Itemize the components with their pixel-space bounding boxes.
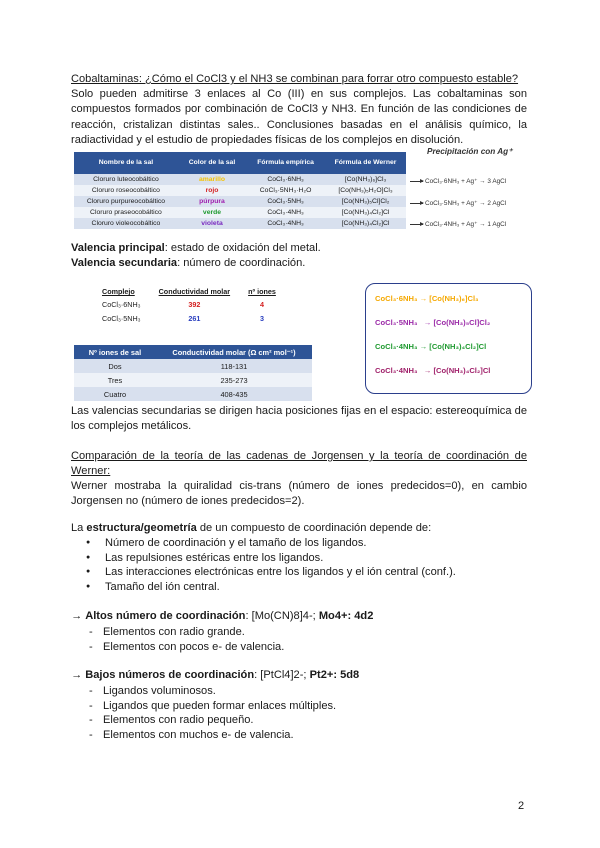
high-cn-heading: → Altos número de coordinación: [Mo(CN)8]4-; Mo4+: 4d2: [71, 610, 374, 622]
list-item: - Elementos con radio pequeño.: [71, 713, 527, 728]
precipitation-title: Precipitación con Ag⁺: [427, 147, 513, 156]
salts-cell-empirical: CoCl₃·4NH₃: [246, 207, 325, 218]
salts-row: [74, 196, 406, 207]
werner-formula-line: CoCl₃·6NH₃ → [Co(NH₃)₆]Cl₃: [375, 294, 479, 303]
reaction-2: CoCl₃·5NH₃ + Ag⁺ → 2 AgCl: [410, 199, 506, 207]
salts-cell-color: rojo: [178, 185, 246, 196]
cond-header-conductivity: Conductividad molar: [158, 287, 231, 296]
arrow-icon: [410, 203, 423, 204]
list-item: - Elementos con muchos e- de valencia.: [71, 728, 527, 743]
cond-cell-conductivity: 392: [188, 299, 201, 309]
ions-row: [74, 373, 312, 387]
werner-formula-line: CoCl₃·5NH₃ → [Co(NH₃)₅Cl]Cl₂: [375, 318, 491, 327]
list-item: ● Las repulsiones estéricas entre los ligandos.: [71, 551, 527, 566]
low-cn-heading: → Bajos números de coordinación: [PtCl4]2-; Pt2+: 5d8: [71, 669, 360, 681]
arrow-icon: [410, 224, 423, 225]
salts-cell-werner: [Co(NH₃)₄Cl₂]Cl: [325, 207, 406, 218]
salts-cell-werner: [Co(NH₃)₆]Cl₃: [325, 174, 406, 185]
salts-cell-werner: [Co(NH₃)₄Cl₂]Cl: [325, 218, 406, 229]
werner-formula-box: [365, 283, 532, 394]
cond-cell-ions: 4: [259, 299, 264, 309]
high-cn-list: [71, 625, 527, 654]
salts-cell-werner: [Co(NH₃)₅Cl]Cl₂: [325, 196, 406, 207]
cond-cell-ions: 3: [259, 313, 264, 323]
ions-cell-range: 118-131: [156, 359, 312, 373]
ions-row: [74, 359, 312, 373]
salts-cell-color: violeta: [178, 218, 246, 229]
salts-cell-name: Cloruro violeocobáltico: [74, 218, 178, 229]
cond-cell-complex: CoCl₃·6NH₃: [102, 299, 141, 309]
cond-cell-conductivity: 261: [188, 313, 201, 323]
arrow-icon: [410, 181, 423, 182]
secondary-valence-paragraph: Las valencias secundarias se dirigen hacia posiciones fijas en el espacio: estereoquímica de los complejos metálicos.: [71, 405, 527, 433]
werner-formula-line: CoCl₃·4NH₃ → [Co(NH₃)₄Cl₂]Cl: [375, 366, 491, 375]
ions-header-conductivity: Conductividad molar (Ω cm² mol⁻¹): [156, 345, 312, 359]
list-item: - Ligandos voluminosos.: [71, 684, 527, 699]
salts-cell-name: Cloruro luteocobáltico: [74, 174, 178, 185]
salts-header-name: Nombre de la sal: [74, 152, 178, 174]
ions-cell-ions: Cuatro: [74, 387, 156, 401]
list-item: ● Tamaño del ión central.: [71, 580, 527, 595]
cond-header-complex: Complejo: [102, 287, 135, 296]
list-item: - Elementos con pocos e- de valencia.: [71, 640, 527, 655]
salts-cell-color: púrpura: [178, 196, 246, 207]
ions-table: [74, 345, 312, 401]
salts-table: [74, 152, 406, 229]
comparison-heading: Comparación de la teoría de las cadenas de Jorgensen y la teoría de coordinación de Werner:: [71, 450, 527, 478]
ions-cell-ions: Dos: [74, 359, 156, 373]
ions-row: [74, 387, 312, 401]
structure-intro: La estructura/geometría de un compuesto de coordinación depende de:: [71, 522, 432, 534]
intro-paragraph: Solo pueden admitirse 3 enlaces al Co (III) en sus complejos. Las cobaltaminas son compuestos formados por combinación de CoCl3 y NH3. En función de las condiciones de reacción, cristalizan distintas sales.. Conclusiones basadas en el análisis químico, la radiactividad y el estudio de propiedades físicas de los complejos en disolución.: [71, 88, 527, 146]
valence-secondary: Valencia secundaria: número de coordinación.: [71, 257, 306, 269]
salts-cell-empirical: CoCl₃·4NH₃: [246, 218, 325, 229]
list-item: - Ligandos que pueden formar enlaces múltiples.: [71, 699, 527, 714]
low-cn-list: [71, 684, 527, 742]
ions-header-count: Nº iones de sal: [74, 345, 156, 359]
salts-cell-name: Cloruro praseocobáltico: [74, 207, 178, 218]
salts-cell-name: Cloruro purpureocobáltico: [74, 196, 178, 207]
salts-cell-werner: [Co(NH₃)₅H₂O]Cl₃: [325, 185, 406, 196]
salts-header-color: Color de la sal: [178, 152, 246, 174]
list-item: ● Las interacciones electrónicas entre los ligandos y el ión central (conf.).: [71, 565, 527, 580]
list-item: - Elementos con radio grande.: [71, 625, 527, 640]
salts-row: [74, 218, 406, 229]
cond-cell-complex: CoCl₃·5NH₃: [102, 313, 141, 323]
salts-cell-empirical: CoCl₃·5NH₃·H₂O: [246, 185, 325, 196]
werner-formula-line: CoCl₃·4NH₃ → [Co(NH₃)₄Cl₂]Cl: [375, 342, 487, 351]
page-number: 2: [518, 800, 525, 812]
conductivity-table: [98, 286, 290, 325]
salts-cell-empirical: CoCl₃·6NH₃: [246, 174, 325, 185]
ions-cell-range: 408-435: [156, 387, 312, 401]
conductivity-row: [98, 297, 290, 311]
salts-cell-empirical: CoCl₃·5NH₃: [246, 196, 325, 207]
ions-cell-range: 235-273: [156, 373, 312, 387]
list-item: ● Número de coordinación y el tamaño de los ligandos.: [71, 536, 527, 551]
salts-row: [74, 174, 406, 185]
comparison-paragraph: Werner mostraba la quiralidad cis-trans (número de iones predecidos=0), en cambio Jorgensen no (número de iones predecidos=2).: [71, 480, 527, 508]
salts-header-werner: Fórmula de Werner: [325, 152, 406, 174]
section-heading-cobaltaminas: Cobaltaminas: ¿Cómo el CoCl3 y el NH3 se combinan para forrar otro compuesto estable?: [71, 73, 519, 85]
cond-header-ions: nº iones: [248, 287, 276, 296]
ions-cell-ions: Tres: [74, 373, 156, 387]
structure-list: [71, 536, 527, 594]
salts-row: [74, 185, 406, 196]
reaction-3: CoCl₃·4NH₃ + Ag⁺ → 1 AgCl: [410, 220, 506, 228]
salts-cell-color: amarillo: [178, 174, 246, 185]
reaction-1: CoCl₃·6NH₃ + Ag⁺ → 3 AgCl: [410, 177, 506, 185]
salts-header-empirical: Fórmula empírica: [246, 152, 325, 174]
conductivity-row: [98, 311, 290, 325]
salts-cell-color: verde: [178, 207, 246, 218]
valence-principal: Valencia principal: estado de oxidación del metal.: [71, 242, 321, 254]
salts-row: [74, 207, 406, 218]
salts-cell-name: Cloruro roseocobáltico: [74, 185, 178, 196]
